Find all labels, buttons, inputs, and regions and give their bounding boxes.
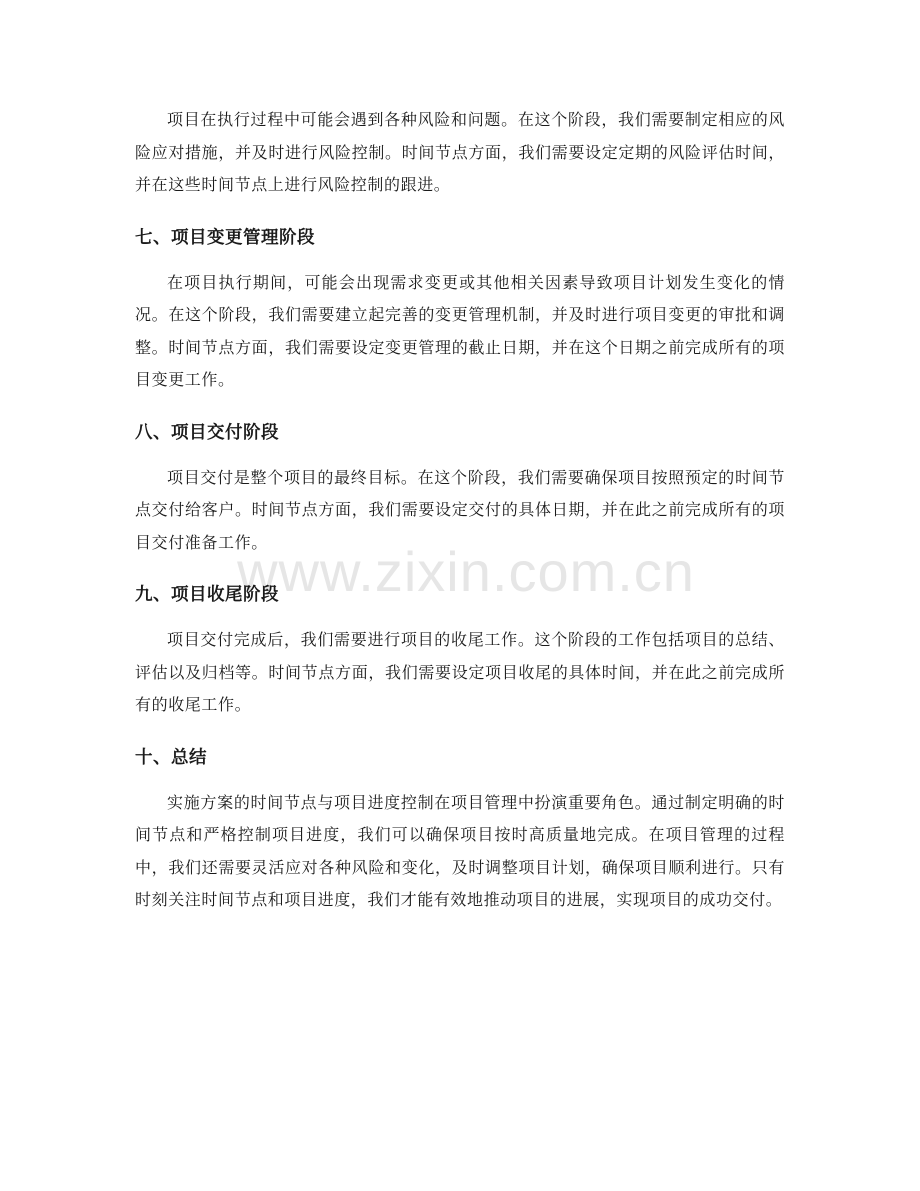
watermark: www.zixin.com.cn <box>237 540 695 603</box>
paragraph-closing: 项目交付完成后，我们需要进行项目的收尾工作。这个阶段的工作包括项目的总结、评估以及归档等。时间节点方面，我们需要设定项目收尾的具体时间，并在此之前完成所有的收尾工作。 <box>135 630 785 714</box>
paragraph-change-management: 在项目执行期间，可能会出现需求变更或其他相关因素导致项目计划发生变化的情况。在这个阶段，我们需要建立起完善的变更管理机制，并及时进行项目变更的审批和调整。时间节点方面，我们需要设定变更管理的截止日期，并在这个日期之前完成所有的项目变更工作。 <box>135 272 785 389</box>
heading-summary: 十、总结 <box>135 747 207 768</box>
paragraph-summary: 实施方案的时间节点与项目进度控制在项目管理中扮演重要角色。通过制定明确的时间节点和严格控制项目进度，我们可以确保项目按时高质量地完成。在项目管理的过程中，我们还需要灵活应对各种风险和变化，及时调整项目计划，确保项目顺利进行。只有时刻关注时间节点和项目进度，我们才能有效地推动项目的进展，实现项目的成功交付。 <box>135 792 785 909</box>
paragraph-risk-control: 项目在执行过程中可能会遇到各种风险和问题。在这个阶段，我们需要制定相应的风险应对措施，并及时进行风险控制。时间节点方面，我们需要设定定期的风险评估时间，并在这些时间节点上进行风险控制的跟进。 <box>135 110 785 194</box>
heading-delivery: 八、项目交付阶段 <box>135 422 279 443</box>
heading-closing: 九、项目收尾阶段 <box>135 585 279 605</box>
document-page <box>135 104 785 917</box>
paragraph-delivery: 项目交付是整个项目的最终目标。在这个阶段，我们需要确保项目按照预定的时间节点交付给客户。时间节点方面，我们需要设定交付的具体日期，并在此之前完成所有的项目交付准备工作。 <box>135 467 785 552</box>
heading-change-management: 七、项目变更管理阶段 <box>135 227 315 248</box>
